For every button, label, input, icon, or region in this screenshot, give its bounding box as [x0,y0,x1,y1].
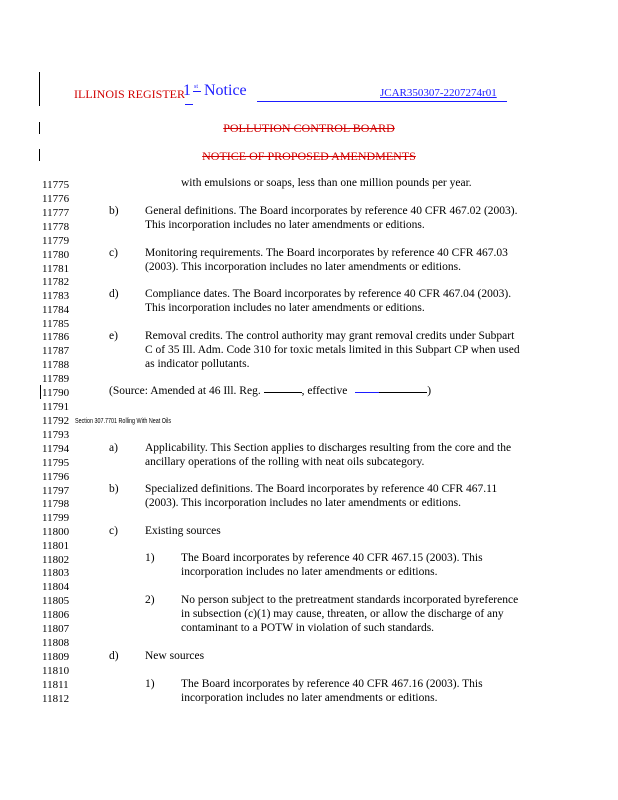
body-text: Specialized definitions. The Board incorporates by reference 40 CFR 467.11 [145,483,498,495]
body-text: The Board incorporates by reference 40 CFR 467.15 (2003). This [181,552,483,564]
body-text: This incorporation includes no later amendments or editions. [145,302,425,314]
line-number: 11807 [42,623,70,635]
subsection-label: a) [109,442,118,454]
header-rule [257,101,507,102]
body-text: as indicator pollutants. [145,358,250,370]
line-number: 11776 [42,193,70,205]
body-text: Existing sources [145,525,221,537]
header-mark [193,91,201,92]
jcar-id: JCAR350307-2207274r01 [380,87,497,99]
blank-date [379,392,427,393]
subsection-label: d) [109,650,119,662]
source-suffix: ) [427,385,432,397]
subsection-label: c) [109,525,118,537]
line-number: 11778 [42,221,70,233]
issue-suffix: st [194,84,199,90]
subsection-label: b) [109,483,119,495]
notice-type: NOTICE OF PROPOSED AMENDMENTS [202,149,416,163]
subsection-label: 2) [145,594,155,606]
line-number: 11806 [42,609,70,621]
line-number: 11810 [42,665,70,677]
body-text: (2003). This incorporation includes no later amendments or editions. [145,261,461,273]
line-number: 11809 [42,651,70,663]
change-bar [39,72,40,106]
line-number: 11799 [42,512,70,524]
line-number: 11780 [42,249,70,261]
line-number: 11804 [42,581,70,593]
line-number: 11801 [42,540,70,552]
line-number: 11783 [42,290,70,302]
line-number: 11789 [42,373,70,385]
body-text: No person subject to the pretreatment standards incorporated byreference [181,594,519,606]
line-number: 11800 [42,526,70,538]
line-number: 11811 [42,679,69,691]
body-text: Monitoring requirements. The Board incorporates by reference 40 CFR 467.03 [145,247,508,259]
subsection-label: d) [109,288,119,300]
subsection-label: c) [109,247,118,259]
line-number: 11795 [42,457,70,469]
change-bar [40,385,41,399]
line-number: 11781 [42,263,70,275]
issue-number: 1 [183,82,191,99]
line-number: 11784 [42,304,70,316]
line-number: 11779 [42,235,70,247]
line-number: 11787 [42,345,70,357]
line-number: 11792 [42,415,70,427]
notice-label: Notice [204,82,247,99]
body-text: General definitions. The Board incorporates by reference 40 CFR 467.02 (2003). [145,205,518,217]
body-text: New sources [145,650,205,662]
body-text: in subsection (c)(1) may cause, threaten, or allow the discharge of any [181,608,504,620]
body-text: This incorporation includes no later amendments or editions. [145,219,425,231]
blank-date-start [355,392,379,393]
line-number: 11785 [42,318,70,330]
board-title: POLLUTION CONTROL BOARD [223,121,395,135]
line-number: 11791 [42,401,70,413]
line-number: 11786 [42,331,70,343]
line-number: 11802 [42,554,70,566]
body-text: incorporation includes no later amendments or editions. [181,566,438,578]
line-number: 11803 [42,567,70,579]
source-prefix: (Source: Amended at 46 Ill. Reg. [109,385,264,397]
body-text: incorporation includes no later amendments or editions. [181,692,438,704]
line-number: 11805 [42,595,70,607]
line-number: 11812 [42,693,70,705]
body-text: C of 35 Ill. Adm. Code 310 for toxic metals limited in this Subpart CP when used [145,344,520,356]
body-text: The Board incorporates by reference 40 CFR 467.16 (2003). This [181,678,483,690]
line-number: 11777 [42,207,70,219]
source-mid: , effective [301,385,351,397]
body-text: (2003). This incorporation includes no later amendments or editions. [145,497,461,509]
line-number: 11775 [42,179,70,191]
line-number: 11797 [42,485,70,497]
line-number: 11796 [42,471,70,483]
subsection-label: 1) [145,552,155,564]
subsection-label: 1) [145,678,155,690]
line-number: 11793 [42,429,70,441]
body-text: Removal credits. The control authority may grant removal credits under Subpart [145,330,515,342]
line-number: 11794 [42,443,70,455]
blank-volume [264,392,302,393]
body-text: contaminant to a POTW in violation of such standards. [181,622,435,634]
line-number: 11788 [42,359,70,371]
source-note [109,385,431,397]
line-number: 11808 [42,637,70,649]
body-text: ancillary operations of the rolling with neat oils subcategory. [145,456,425,468]
line-number: 11782 [42,276,70,288]
subsection-label: b) [109,205,119,217]
body-text: Applicability. This Section applies to discharges resulting from the core and the [145,442,512,454]
register-title: ILLINOIS REGISTER [74,87,185,101]
header-mark [185,104,193,105]
section-heading: Section 307.7701 Rolling With Neat Oils [75,416,172,425]
line-number: 11790 [42,387,70,399]
body-text: Compliance dates. The Board incorporates by reference 40 CFR 467.04 (2003). [145,288,512,300]
subsection-label: e) [109,330,118,342]
line-number: 11798 [42,498,70,510]
body-text: with emulsions or soaps, less than one million pounds per year. [181,177,472,189]
